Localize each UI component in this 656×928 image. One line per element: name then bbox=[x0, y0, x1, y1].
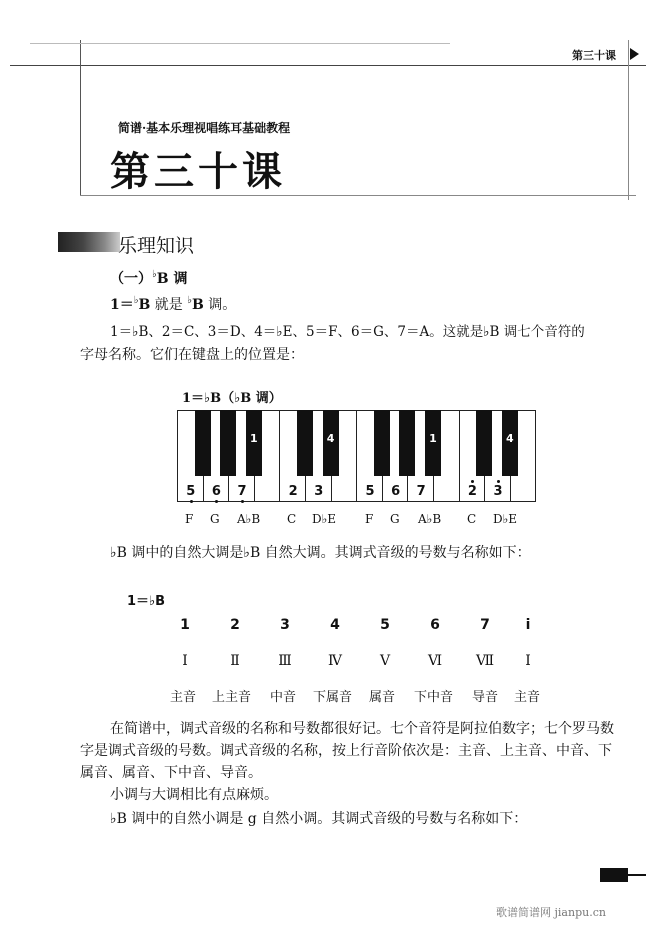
black-key bbox=[220, 410, 236, 476]
octave-dot bbox=[497, 480, 500, 483]
key-letter: D♭E bbox=[312, 512, 337, 526]
scale-degree: 7 bbox=[480, 617, 490, 633]
scale-degree: i bbox=[525, 617, 531, 633]
scale-degree-name: 导音 bbox=[472, 690, 499, 705]
p1-d: B bbox=[191, 297, 204, 313]
keyboard-label: 1＝♭B（♭B 调） bbox=[182, 391, 282, 406]
key-letter: G bbox=[210, 512, 220, 526]
paragraph-4-line-3: 属音、属音、下中音、导音。 bbox=[80, 765, 262, 781]
header-vertical-rule bbox=[80, 40, 81, 195]
paragraph-4-line-1: 在简谱中，调式音级的名称和号数都很好记。七个音符是阿拉伯数字；七个罗马数 bbox=[110, 721, 614, 737]
black-key-mark: 1 bbox=[429, 432, 437, 445]
subsection-heading bbox=[110, 268, 187, 288]
key-letter: G bbox=[390, 512, 400, 526]
white-key-number: 6 bbox=[391, 484, 401, 499]
scale-roman-numeral: Ⅳ bbox=[328, 653, 342, 669]
scale-degree-name: 主音 bbox=[170, 690, 197, 705]
scale-roman-numeral: Ⅱ bbox=[230, 653, 240, 669]
watermark: 歌谱简谱网 jianpu.cn bbox=[496, 906, 606, 919]
key-letter: A♭B bbox=[418, 512, 442, 526]
footer-rule bbox=[628, 874, 646, 876]
p1-a: 1＝ bbox=[110, 297, 134, 313]
octave-dot bbox=[215, 500, 218, 503]
scale-label: 1＝♭B bbox=[127, 594, 166, 609]
white-key-number: 5 bbox=[186, 484, 196, 499]
paragraph-6: ♭B 调中的自然小调是 g 自然小调。其调式音级的号数与名称如下： bbox=[110, 811, 528, 827]
flat-icon: ♭ bbox=[187, 295, 192, 306]
scale-roman-numeral: Ⅶ bbox=[475, 653, 495, 669]
book-subtitle: 简谱·基本乐理视唱练耳基础教程 bbox=[118, 121, 291, 135]
paragraph-1 bbox=[110, 294, 236, 314]
white-key-number: 7 bbox=[416, 484, 426, 499]
scale-degree: 2 bbox=[230, 617, 240, 633]
white-key-number: 3 bbox=[493, 484, 503, 499]
scale-roman-numeral: Ⅴ bbox=[379, 653, 391, 669]
subsection-label: （一） bbox=[110, 271, 152, 287]
right-vertical-rule bbox=[628, 40, 629, 200]
p1-e: 调。 bbox=[203, 297, 237, 313]
scale-roman-numeral: Ⅲ bbox=[278, 653, 292, 669]
black-key-mark: 4 bbox=[326, 432, 335, 445]
black-key bbox=[297, 410, 313, 476]
black-key-mark: 1 bbox=[249, 432, 258, 445]
key-letter: D♭E bbox=[493, 512, 518, 526]
scale-roman-numeral: Ⅰ bbox=[525, 653, 531, 669]
octave-dot bbox=[241, 500, 244, 503]
paragraph-4-line-2: 字是调式音级的号数。调式音级的名称，按上行音阶依次是：主音、上主音、中音、下 bbox=[80, 743, 612, 759]
scale-degree: 3 bbox=[280, 617, 290, 633]
white-key-number: 6 bbox=[211, 484, 221, 499]
top-left-rule bbox=[30, 43, 450, 44]
white-key-number: 7 bbox=[237, 484, 247, 499]
header-lesson-tab-text: 第三十课 bbox=[572, 49, 616, 62]
flat-icon: ♭ bbox=[133, 295, 139, 306]
scale-roman-numeral: Ⅵ bbox=[427, 653, 443, 669]
scale-degree-name: 下属音 bbox=[313, 690, 353, 705]
scale-degree: 6 bbox=[430, 617, 440, 633]
paragraph-3: ♭B 调中的自然大调是♭B 自然大调。其调式音级的号数与名称如下： bbox=[110, 545, 531, 561]
white-key-number: 2 bbox=[467, 484, 477, 499]
subsection-suffix: 调 bbox=[173, 271, 188, 287]
paragraph-2-line-2: 字母名称。它们在键盘上的位置是： bbox=[80, 347, 304, 363]
scale-degree-name: 属音 bbox=[369, 690, 396, 705]
lesson-title: 第三十课 bbox=[110, 149, 286, 195]
black-key bbox=[476, 410, 492, 476]
key-letter: A♭B bbox=[237, 512, 261, 526]
white-key-number: 3 bbox=[314, 484, 324, 499]
p1-b: B bbox=[138, 297, 151, 313]
black-key bbox=[195, 410, 211, 476]
footer-block bbox=[600, 868, 628, 882]
white-key-number: 2 bbox=[288, 484, 298, 499]
key-letter: C bbox=[467, 512, 477, 526]
scale-degree-name: 上主音 bbox=[212, 690, 252, 705]
key-letter: C bbox=[287, 512, 297, 526]
flat-icon: ♭ bbox=[152, 269, 157, 280]
scale-degree: 4 bbox=[330, 617, 340, 633]
scale-degree-name: 主音 bbox=[514, 690, 541, 705]
black-key-mark: 4 bbox=[505, 432, 514, 445]
subsection-key: B bbox=[156, 271, 169, 287]
octave-dot bbox=[190, 500, 193, 503]
black-key bbox=[374, 410, 390, 476]
header-arrow-icon bbox=[630, 48, 639, 60]
header-lesson-tab bbox=[572, 47, 616, 63]
key-letter: F bbox=[185, 512, 194, 526]
section-title: 乐理知识 bbox=[118, 235, 195, 257]
key-letter: F bbox=[365, 512, 374, 526]
paragraph-2-line-1: 1＝♭B、2＝C、3＝D、4＝♭E、5＝F、6＝G、7＝A。这就是♭B 调七个音符的 bbox=[110, 324, 585, 340]
scale-roman-numeral: Ⅰ bbox=[182, 653, 188, 669]
scale-degree-name: 下中音 bbox=[414, 690, 454, 705]
paragraph-5: 小调与大调相比有点麻烦。 bbox=[110, 787, 278, 803]
scale-degree: 1 bbox=[180, 617, 190, 633]
section-bar bbox=[58, 232, 120, 252]
scale-degree: 5 bbox=[380, 617, 390, 633]
header-rule bbox=[10, 65, 646, 66]
scale-degree-name: 中音 bbox=[270, 690, 297, 705]
p1-c: 就是 bbox=[150, 297, 188, 313]
white-key-number: 5 bbox=[365, 484, 375, 499]
black-key bbox=[399, 410, 415, 476]
